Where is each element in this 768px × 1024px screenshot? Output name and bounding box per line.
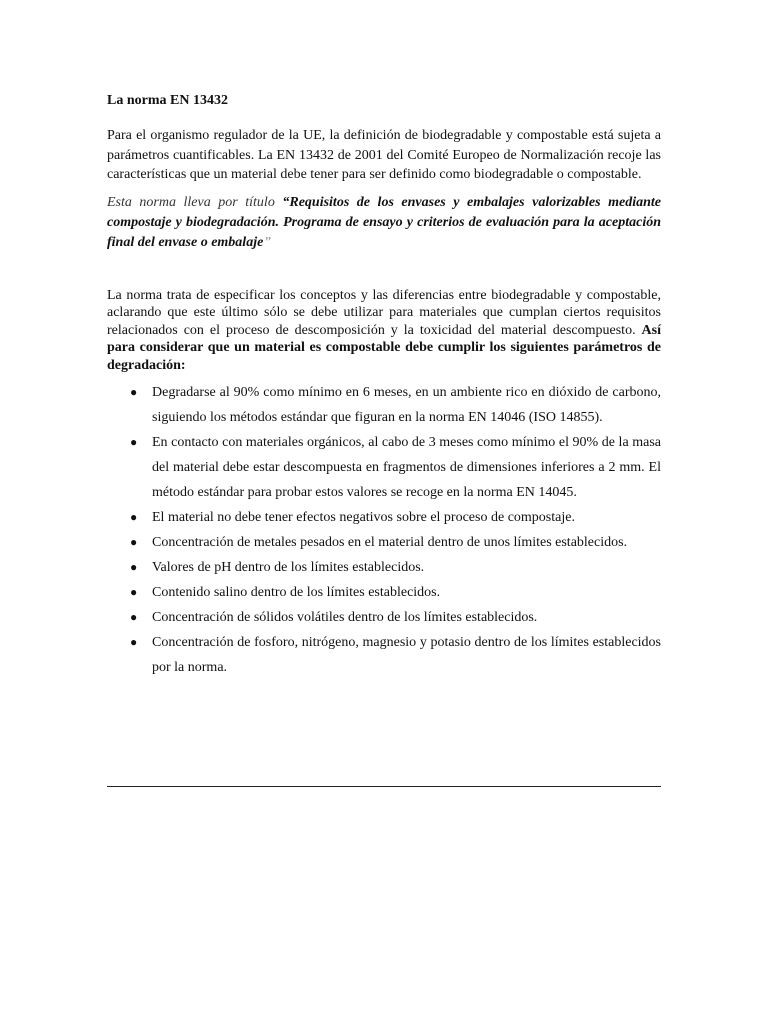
list-item-text: Contenido salino dentro de los límites establecidos.: [152, 585, 441, 600]
paragraph-norm-title: [107, 193, 661, 253]
list-item: [107, 380, 661, 430]
scope-text: La norma trata de especificar los conceptos y las diferencias entre biodegradable y compostable, aclarando que este último sólo se debe utilizar para materiales que cumplan ciertos requisitos relacionados con el proceso de descomposición y la toxicidad del material descompuesto.: [107, 287, 661, 338]
list-item-text: Concentración de metales pesados en el material dentro de unos límites establecidos.: [152, 535, 628, 550]
horizontal-rule: [107, 786, 661, 787]
section-heading: La norma EN 13432: [107, 93, 228, 108]
list-item: [107, 605, 661, 630]
paragraph-definition: Para el organismo regulador de la UE, la definición de biodegradable y compostable está sujeta a parámetros cuantificables. La EN 13432 de 2001 del Comité Europeo de Normalización recoje las características que un material debe tener para ser definido como biodegradable o compostable.: [107, 128, 661, 182]
list-item-text: Concentración de fosforo, nitrógeno, magnesio y potasio dentro de los límites establecidos por la norma.: [152, 635, 661, 675]
list-item-text: Degradarse al 90% como mínimo en 6 meses, en un ambiente rico en dióxido de carbono, siguiendo los métodos estándar que figuran en la norma EN 14046 (ISO 14855).: [152, 385, 661, 425]
list-item: [107, 505, 661, 530]
bullet-icon: ●: [130, 535, 138, 549]
list-item: [107, 580, 661, 605]
norm-title-intro: Esta norma lleva por título: [107, 194, 283, 210]
bullet-icon: ●: [130, 560, 138, 574]
list-item: [107, 555, 661, 580]
norm-title-quote: “Requisitos de los envases y embalajes valorizables mediante compostaje y biodegradación. Programa de ensayo y criterios de evaluación para la aceptación final del envase o embalaje: [107, 194, 661, 250]
requirements-list: [107, 380, 661, 680]
list-item: [107, 630, 661, 680]
bullet-icon: ●: [130, 585, 138, 599]
bullet-icon: ●: [130, 610, 138, 624]
list-item-text: En contacto con materiales orgánicos, al cabo de 3 meses como mínimo el 90% de la masa del material debe estar descompuesta en fragmentos de dimensiones inferiores a 2 mm. El método estándar para probar estos valores se recoge en la norma EN 14045.: [152, 435, 661, 500]
bullet-icon: ●: [130, 635, 138, 649]
list-item-text: El material no debe tener efectos negativos sobre el proceso de compostaje.: [152, 510, 575, 525]
list-item: [107, 430, 661, 505]
bullet-icon: ●: [130, 435, 138, 449]
list-item-text: Valores de pH dentro de los límites establecidos.: [152, 560, 425, 575]
bullet-icon: ●: [130, 385, 138, 399]
norm-title-close-quote: ”: [263, 234, 272, 250]
scope-bold-text: Así para considerar que un material es compostable debe cumplir los siguientes parámetros de degradación:: [107, 322, 661, 373]
paragraph-scope: [107, 287, 661, 375]
bullet-icon: ●: [130, 510, 138, 524]
list-item: [107, 530, 661, 555]
list-item-text: Concentración de sólidos volátiles dentro de los límites establecidos.: [152, 610, 538, 625]
document-page: [107, 92, 661, 680]
